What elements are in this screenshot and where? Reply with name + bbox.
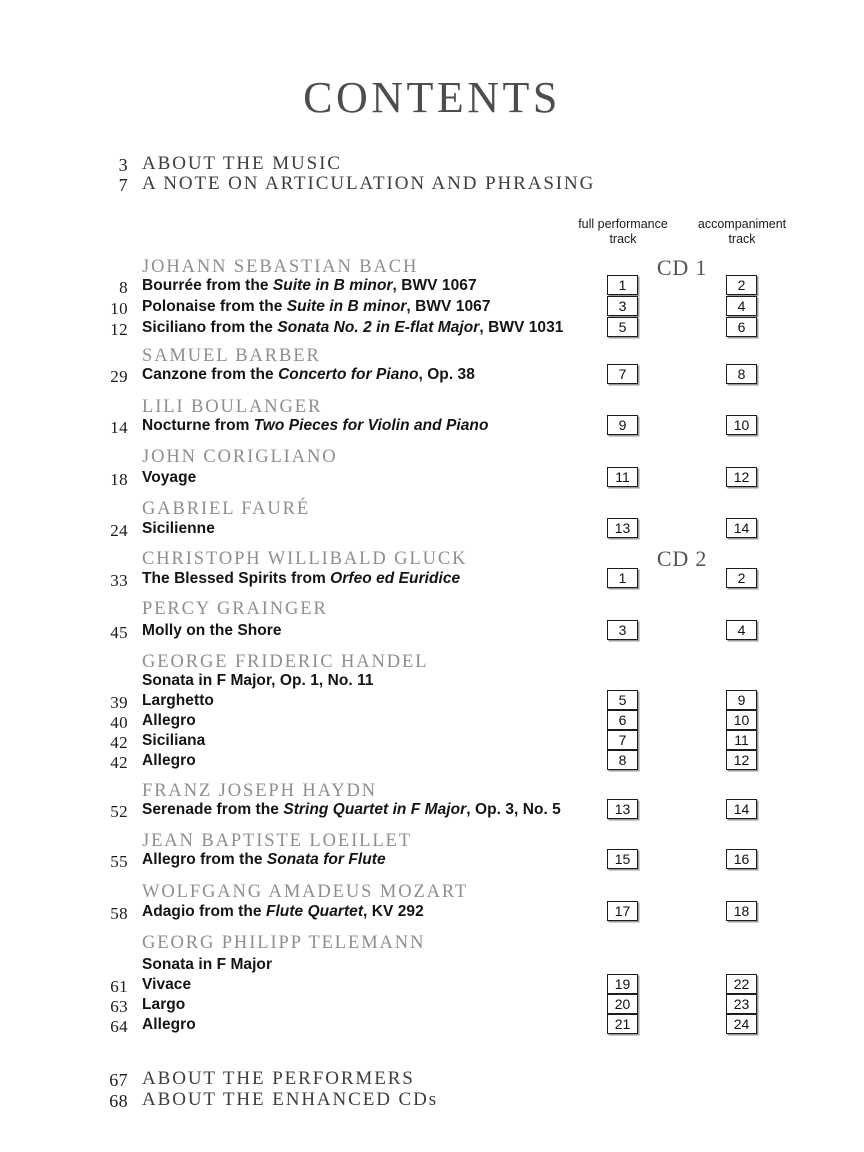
- entry-title[interactable]: Siciliana: [142, 732, 206, 749]
- track-box-accompaniment[interactable]: 4: [726, 620, 757, 640]
- composer-name: JOHN CORIGLIANO: [142, 447, 338, 467]
- entry-page-number: 29: [110, 367, 128, 386]
- entry-title[interactable]: Allegro from the Sonata for Flute: [142, 851, 386, 868]
- track-box-full-performance[interactable]: 13: [607, 799, 638, 819]
- entry-title[interactable]: Molly on the Shore: [142, 622, 282, 639]
- track-box-full-performance[interactable]: 1: [607, 568, 638, 588]
- back-matter-page-number: 68: [109, 1091, 128, 1111]
- back-matter-page-number: 67: [109, 1070, 128, 1090]
- entry-title-work: Sonata No. 2 in E-flat Major: [277, 319, 480, 336]
- entry-title[interactable]: The Blessed Spirits from Orfeo ed Euridice: [142, 570, 461, 587]
- entry-page-number: 63: [110, 997, 128, 1016]
- column-header-full-performance-line1: full performance: [578, 217, 668, 231]
- track-box-full-performance[interactable]: 3: [607, 296, 638, 316]
- entry-page-number: 64: [110, 1017, 128, 1036]
- entry-page-number: 40: [110, 713, 128, 732]
- entry-title[interactable]: Largo: [142, 996, 186, 1013]
- cd-label: CD 1: [656, 255, 708, 280]
- column-header-accompaniment: [667, 217, 817, 247]
- composer-name: PERCY GRAINGER: [142, 599, 328, 619]
- track-box-full-performance[interactable]: 17: [607, 901, 638, 921]
- composer-name: GABRIEL FAURÉ: [142, 499, 311, 519]
- entry-page-number: 58: [110, 904, 128, 923]
- entry-page-number: 33: [110, 571, 128, 590]
- track-box-full-performance[interactable]: 6: [607, 710, 638, 730]
- column-header-full-performance-line2: track: [609, 232, 637, 246]
- composer-name: GEORG PHILIPP TELEMANN: [142, 933, 426, 953]
- entry-page-number: 12: [110, 320, 128, 339]
- entry-page-number: 55: [110, 852, 128, 871]
- entry-title[interactable]: Polonaise from the Suite in B minor, BWV 1067: [142, 298, 491, 315]
- entry-page-number: 14: [110, 418, 128, 437]
- entry-title[interactable]: Bourrée from the Suite in B minor, BWV 1067: [142, 277, 477, 294]
- column-header-accompaniment-line2: track: [728, 232, 756, 246]
- front-matter-page-number: 3: [118, 155, 128, 175]
- entry-page-number: 42: [110, 733, 128, 752]
- track-box-accompaniment[interactable]: 4: [726, 296, 757, 316]
- track-box-accompaniment[interactable]: 12: [726, 467, 757, 487]
- cd-label: CD 2: [656, 546, 708, 571]
- back-matter-item[interactable]: ABOUT THE ENHANCED CDs: [142, 1089, 439, 1110]
- track-box-full-performance[interactable]: 9: [607, 415, 638, 435]
- entry-title[interactable]: Allegro: [142, 1016, 196, 1033]
- page-title: CONTENTS: [303, 73, 561, 122]
- entry-page-number: 10: [110, 299, 128, 318]
- composer-name: WOLFGANG AMADEUS MOZART: [142, 882, 469, 902]
- entry-title[interactable]: Voyage: [142, 469, 197, 486]
- composer-name: CHRISTOPH WILLIBALD GLUCK: [142, 549, 468, 569]
- track-box-accompaniment[interactable]: 14: [726, 799, 757, 819]
- track-box-accompaniment[interactable]: 2: [726, 275, 757, 295]
- track-box-accompaniment[interactable]: 14: [726, 518, 757, 538]
- composer-name: FRANZ JOSEPH HAYDN: [142, 781, 377, 801]
- entry-title[interactable]: Siciliano from the Sonata No. 2 in E-flat Major, BWV 1031: [142, 319, 564, 336]
- entry-title[interactable]: Larghetto: [142, 692, 214, 709]
- entry-title[interactable]: Sicilienne: [142, 520, 215, 537]
- entry-title[interactable]: Adagio from the Flute Quartet, KV 292: [142, 903, 424, 920]
- track-box-full-performance[interactable]: 3: [607, 620, 638, 640]
- composer-name: JOHANN SEBASTIAN BACH: [142, 257, 419, 277]
- front-matter-item[interactable]: A NOTE ON ARTICULATION AND PHRASING: [142, 173, 596, 194]
- entry-title[interactable]: Canzone from the Concerto for Piano, Op. 38: [142, 366, 475, 383]
- entry-page-number: 42: [110, 753, 128, 772]
- track-box-accompaniment[interactable]: 11: [726, 730, 757, 750]
- entry-page-number: 8: [119, 278, 128, 297]
- track-box-accompaniment[interactable]: 22: [726, 974, 757, 994]
- entry-title-work: Sonata for Flute: [266, 851, 386, 868]
- entry-title-work: Suite in B minor: [272, 277, 393, 294]
- track-box-full-performance[interactable]: 21: [607, 1014, 638, 1034]
- track-box-accompaniment[interactable]: 10: [726, 710, 757, 730]
- column-header-accompaniment-line1: accompaniment: [697, 217, 787, 231]
- entry-page-number: 61: [110, 977, 128, 996]
- entry-title-work: Two Pieces for Violin and Piano: [253, 417, 489, 434]
- entry-title[interactable]: Allegro: [142, 752, 196, 769]
- work-subtitle: Sonata in F Major: [142, 956, 273, 973]
- track-box-full-performance[interactable]: 19: [607, 974, 638, 994]
- back-matter-item[interactable]: ABOUT THE PERFORMERS: [142, 1068, 415, 1089]
- entry-title-work: String Quartet in F Major: [283, 801, 467, 818]
- track-box-full-performance[interactable]: 8: [607, 750, 638, 770]
- track-box-full-performance[interactable]: 7: [607, 730, 638, 750]
- entry-title-work: Orfeo ed Euridice: [330, 570, 461, 587]
- entry-page-number: 52: [110, 802, 128, 821]
- track-box-accompaniment[interactable]: 18: [726, 901, 757, 921]
- track-box-accompaniment[interactable]: 12: [726, 750, 757, 770]
- track-box-accompaniment[interactable]: 10: [726, 415, 757, 435]
- entry-page-number: 45: [110, 623, 128, 642]
- track-box-accompaniment[interactable]: 24: [726, 1014, 757, 1034]
- track-box-accompaniment[interactable]: 23: [726, 994, 757, 1014]
- track-box-full-performance[interactable]: 15: [607, 849, 638, 869]
- track-box-full-performance[interactable]: 11: [607, 467, 638, 487]
- front-matter-item[interactable]: ABOUT THE MUSIC: [142, 153, 342, 174]
- entry-page-number: 24: [110, 521, 128, 540]
- work-subtitle: Sonata in F Major, Op. 1, No. 11: [142, 672, 374, 689]
- composer-name: GEORGE FRIDERIC HANDEL: [142, 652, 429, 672]
- track-box-full-performance[interactable]: 13: [607, 518, 638, 538]
- composer-name: SAMUEL BARBER: [142, 346, 321, 366]
- track-box-accompaniment[interactable]: 16: [726, 849, 757, 869]
- composer-name: JEAN BAPTISTE LOEILLET: [142, 831, 412, 851]
- entry-title[interactable]: Serenade from the String Quartet in F Major, Op. 3, No. 5: [142, 801, 561, 818]
- entry-page-number: 39: [110, 693, 128, 712]
- entry-title-work: Suite in B minor: [286, 298, 407, 315]
- entry-page-number: 18: [110, 470, 128, 489]
- track-box-accompaniment[interactable]: 9: [726, 690, 757, 710]
- track-box-accompaniment[interactable]: 8: [726, 364, 757, 384]
- track-box-full-performance[interactable]: 5: [607, 690, 638, 710]
- composer-name: LILI BOULANGER: [142, 397, 323, 417]
- track-box-full-performance[interactable]: 5: [607, 317, 638, 337]
- track-box-accompaniment[interactable]: 6: [726, 317, 757, 337]
- track-box-full-performance[interactable]: 20: [607, 994, 638, 1014]
- entry-title-work: Concerto for Piano: [278, 366, 419, 383]
- entry-title[interactable]: Vivace: [142, 976, 192, 993]
- track-box-full-performance[interactable]: 7: [607, 364, 638, 384]
- track-box-full-performance[interactable]: 1: [607, 275, 638, 295]
- front-matter-page-number: 7: [118, 175, 128, 195]
- entry-title[interactable]: Nocturne from Two Pieces for Violin and Piano: [142, 417, 489, 434]
- track-box-accompaniment[interactable]: 2: [726, 568, 757, 588]
- entry-title[interactable]: Allegro: [142, 712, 196, 729]
- entry-title-work: Flute Quartet: [265, 903, 364, 920]
